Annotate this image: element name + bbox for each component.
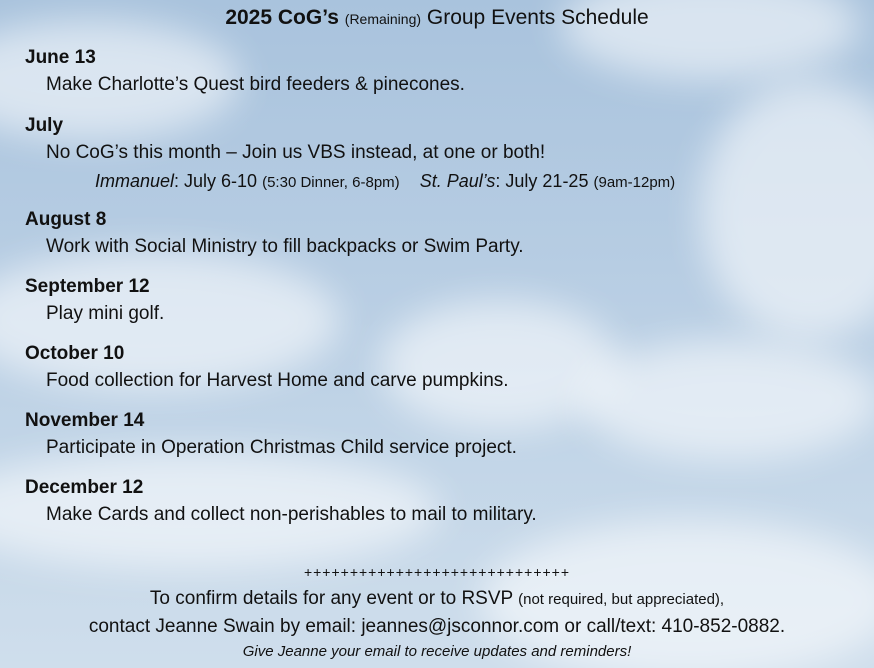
vbs-stpauls-name: St. Paul’s	[419, 171, 496, 191]
event-description: Food collection for Harvest Home and carve pumpkins.	[46, 370, 509, 391]
updates-note: Give Jeanne your email to receive updates and reminders!	[242, 643, 632, 660]
vbs-immanuel-times: (5:30 Dinner, 6-8pm)	[262, 174, 400, 191]
event-description: Make Charlotte’s Quest bird feeders & pinecones.	[46, 74, 465, 95]
vbs-immanuel-name: Immanuel	[95, 171, 175, 191]
event-description: Make Cards and collect non-perishables to mail to military.	[46, 504, 537, 525]
rsvp-line	[0, 586, 874, 613]
event-date: June 13	[25, 47, 96, 68]
event-date: October 10	[25, 343, 125, 364]
contact-line: contact Jeanne Swain by email: jeannes@jsconnor.com or call/text: 410-852-0882.	[88, 616, 786, 637]
event-date: November 14	[25, 410, 145, 431]
event-date: August 8	[25, 209, 107, 230]
rsvp-main: To confirm details for any event or to RSVP	[149, 588, 513, 609]
title-year: 2025 CoG’s	[225, 6, 339, 29]
event-october	[25, 341, 865, 395]
event-august	[25, 207, 865, 261]
event-description: Play mini golf.	[46, 303, 165, 324]
vbs-details	[95, 167, 865, 197]
title-remaining: (Remaining)	[344, 11, 422, 27]
page-title	[0, 5, 874, 32]
event-date: December 12	[25, 477, 144, 498]
event-description: Work with Social Ministry to fill backpacks or Swim Party.	[46, 236, 524, 257]
divider-plus-line: +++++++++++++++++++++++++++++	[303, 564, 571, 580]
event-july	[25, 113, 865, 197]
rsvp-note: (not required, but appreciated),	[518, 591, 725, 608]
event-description: No CoG’s this month – Join us VBS instead, at one or both!	[46, 142, 546, 163]
vbs-stpauls-dates: : July 21-25	[495, 171, 589, 191]
event-june	[25, 45, 865, 99]
event-description: Participate in Operation Christmas Child service project.	[46, 437, 517, 458]
vbs-immanuel-dates: : July 6-10	[174, 171, 258, 191]
vbs-stpauls-times: (9am-12pm)	[593, 174, 676, 191]
title-rest: Group Events Schedule	[426, 6, 649, 29]
event-date: July	[25, 115, 64, 136]
event-december	[25, 475, 865, 529]
event-date: September 12	[25, 276, 150, 297]
event-september	[25, 274, 865, 328]
event-november	[25, 408, 865, 462]
